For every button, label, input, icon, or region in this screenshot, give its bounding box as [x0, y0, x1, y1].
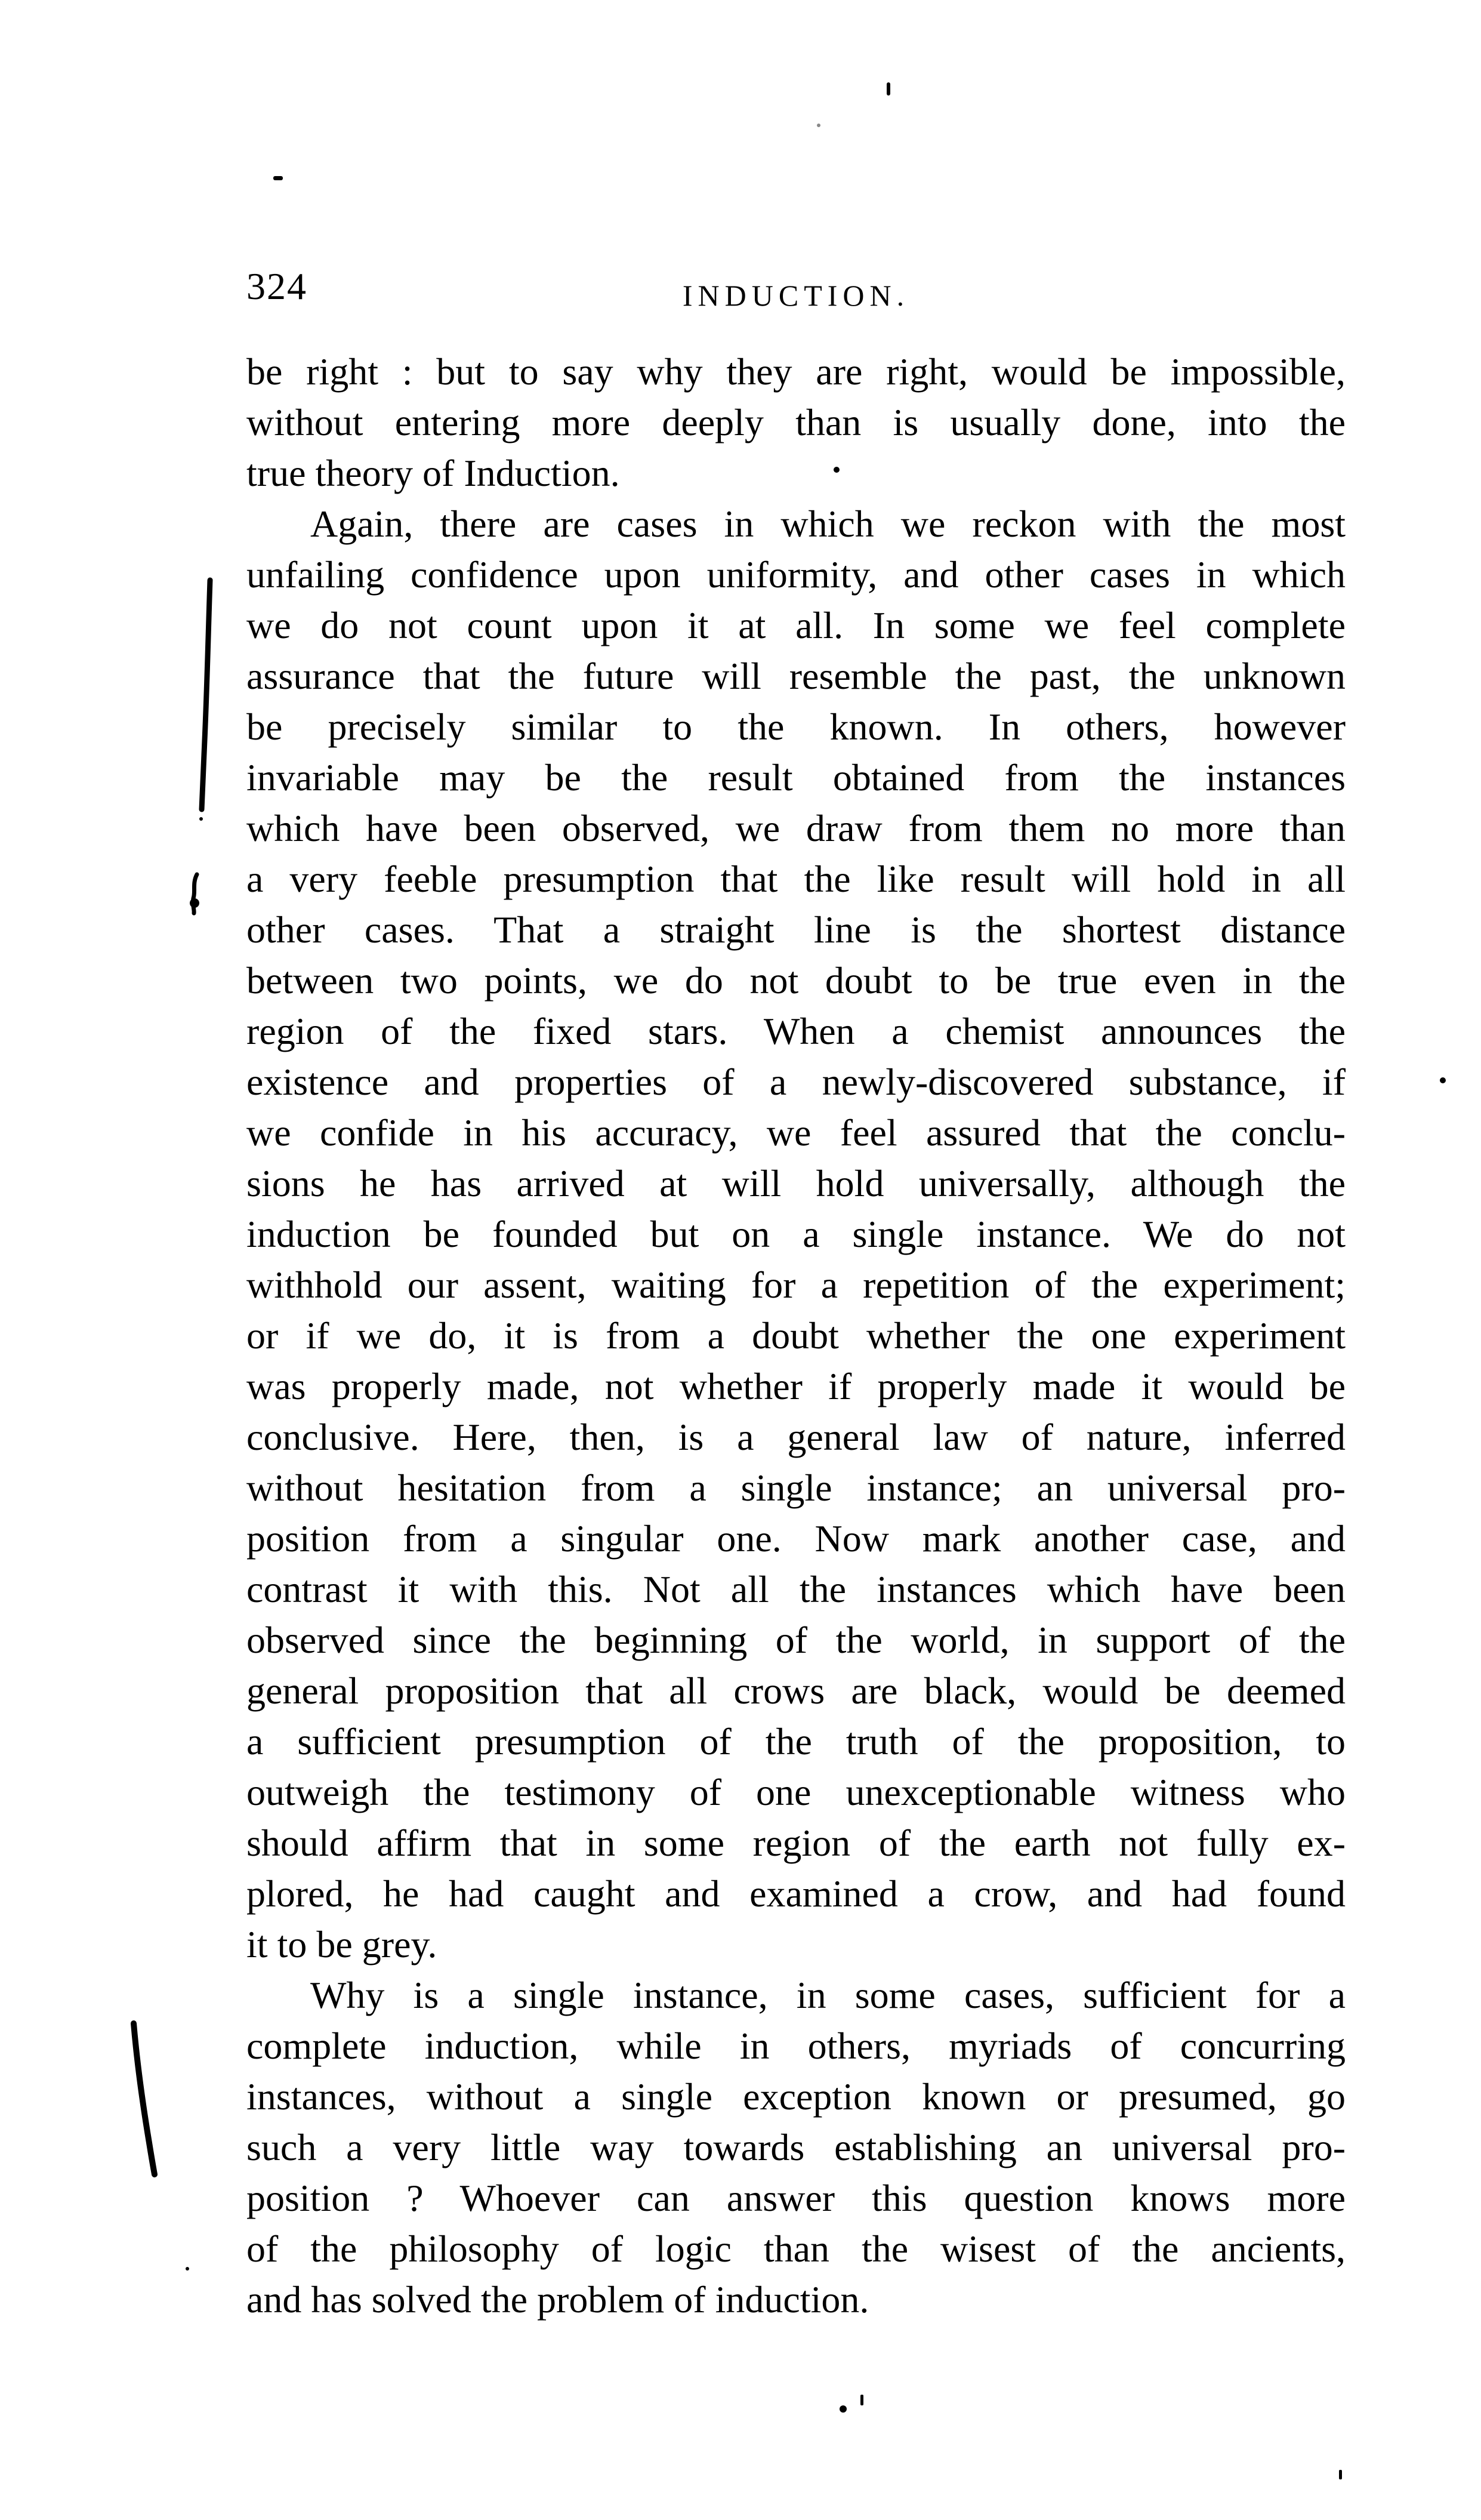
text-line: induction be founded but on a single instance. We do not [246, 1213, 1346, 1255]
text-line: we confide in his accuracy, we feel assured that the conclu- [246, 1111, 1346, 1154]
text-line: or if we do, it is from a doubt whether the one experiment [246, 1314, 1346, 1357]
margin-scribble [193, 874, 197, 913]
ink-speck [199, 817, 203, 821]
ink-speck [190, 898, 199, 908]
ink-speck [273, 176, 283, 180]
text-line: region of the fixed stars. When a chemist announces the [246, 1010, 1346, 1052]
text-line: assurance that the future will resemble the past, the unknown [246, 655, 1346, 697]
text-line: be right : but to say why they are right, would be impossible, [246, 350, 1346, 393]
ink-speck [186, 2267, 189, 2271]
text-line: invariable may be the result obtained from the instances [246, 756, 1346, 799]
text-line: sions he has arrived at will hold universally, although the [246, 1162, 1346, 1204]
text-line: plored, he had caught and examined a crow, and had found [246, 1872, 1346, 1915]
text-line: withhold our assent, waiting for a repetition of the experiment; [246, 1264, 1346, 1306]
text-line: a sufficient presumption of the truth of the proposition, to [246, 1720, 1346, 1763]
text-line: other cases. That a straight line is the shortest distance [246, 908, 1346, 951]
ink-speck [1440, 1077, 1446, 1083]
text-line: contrast it with this. Not all the instances which have been [246, 1568, 1346, 1610]
text-line: instances, without a single exception known or presumed, go [246, 2075, 1346, 2118]
text-line: general proposition that all crows are black, would be deemed [246, 1669, 1346, 1712]
text-line: without entering more deeply than is usually done, into the [246, 401, 1346, 443]
text-line: Again, there are cases in which we reckon with the most [310, 503, 1346, 545]
text-line: between two points, we do not doubt to be true even in the [246, 959, 1346, 1002]
text-line: which have been observed, we draw from them no more than [246, 807, 1346, 849]
text-line: Why is a single instance, in some cases, sufficient for a [310, 1974, 1346, 2016]
page-number: 324 [246, 265, 307, 307]
text-line: complete induction, while in others, myriads of concurring [246, 2025, 1346, 2067]
text-line: outweigh the testimony of one unexceptionable witness who [246, 1771, 1346, 1813]
margin-stroke-lower [134, 2023, 155, 2174]
margin-stroke-upper [202, 580, 210, 809]
text-line: position from a singular one. Now mark another case, and [246, 1517, 1346, 1560]
text-block [246, 346, 1346, 2325]
text-line: and has solved the problem of induction. [246, 2278, 869, 2321]
ink-speck [887, 82, 890, 95]
text-line: unfailing confidence upon uniformity, and other cases in which [246, 553, 1346, 596]
running-head: INDUCTION. [682, 279, 910, 312]
text-line: of the philosophy of logic than the wisest of the ancients, [246, 2228, 1346, 2270]
text-line: we do not count upon it at all. In some we feel complete [246, 604, 1346, 646]
ink-speck [1339, 2470, 1342, 2479]
text-line: a very feeble presumption that the like result will hold in all [246, 858, 1346, 900]
text-line: it to be grey. [246, 1923, 437, 1966]
text-line: without hesitation from a single instance; an universal pro- [246, 1467, 1346, 1509]
text-line: be precisely similar to the known. In others, however [246, 706, 1346, 748]
text-line: was properly made, not whether if properly made it would be [246, 1365, 1346, 1407]
text-line: true theory of Induction. [246, 452, 620, 494]
text-line: such a very little way towards establishing an universal pro- [246, 2126, 1346, 2168]
text-line: conclusive. Here, then, is a general law of nature, inferred [246, 1416, 1346, 1458]
text-line: position ? Whoever can answer this question knows more [246, 2177, 1346, 2219]
text-line: observed since the beginning of the world, in support of the [246, 1619, 1346, 1661]
text-line: should affirm that in some region of the earth not fully ex- [246, 1822, 1346, 1864]
text-line: existence and properties of a newly-discovered substance, if [246, 1061, 1346, 1103]
ink-speck [817, 124, 820, 127]
ink-speck [860, 2395, 863, 2405]
ink-speck [840, 2405, 847, 2413]
